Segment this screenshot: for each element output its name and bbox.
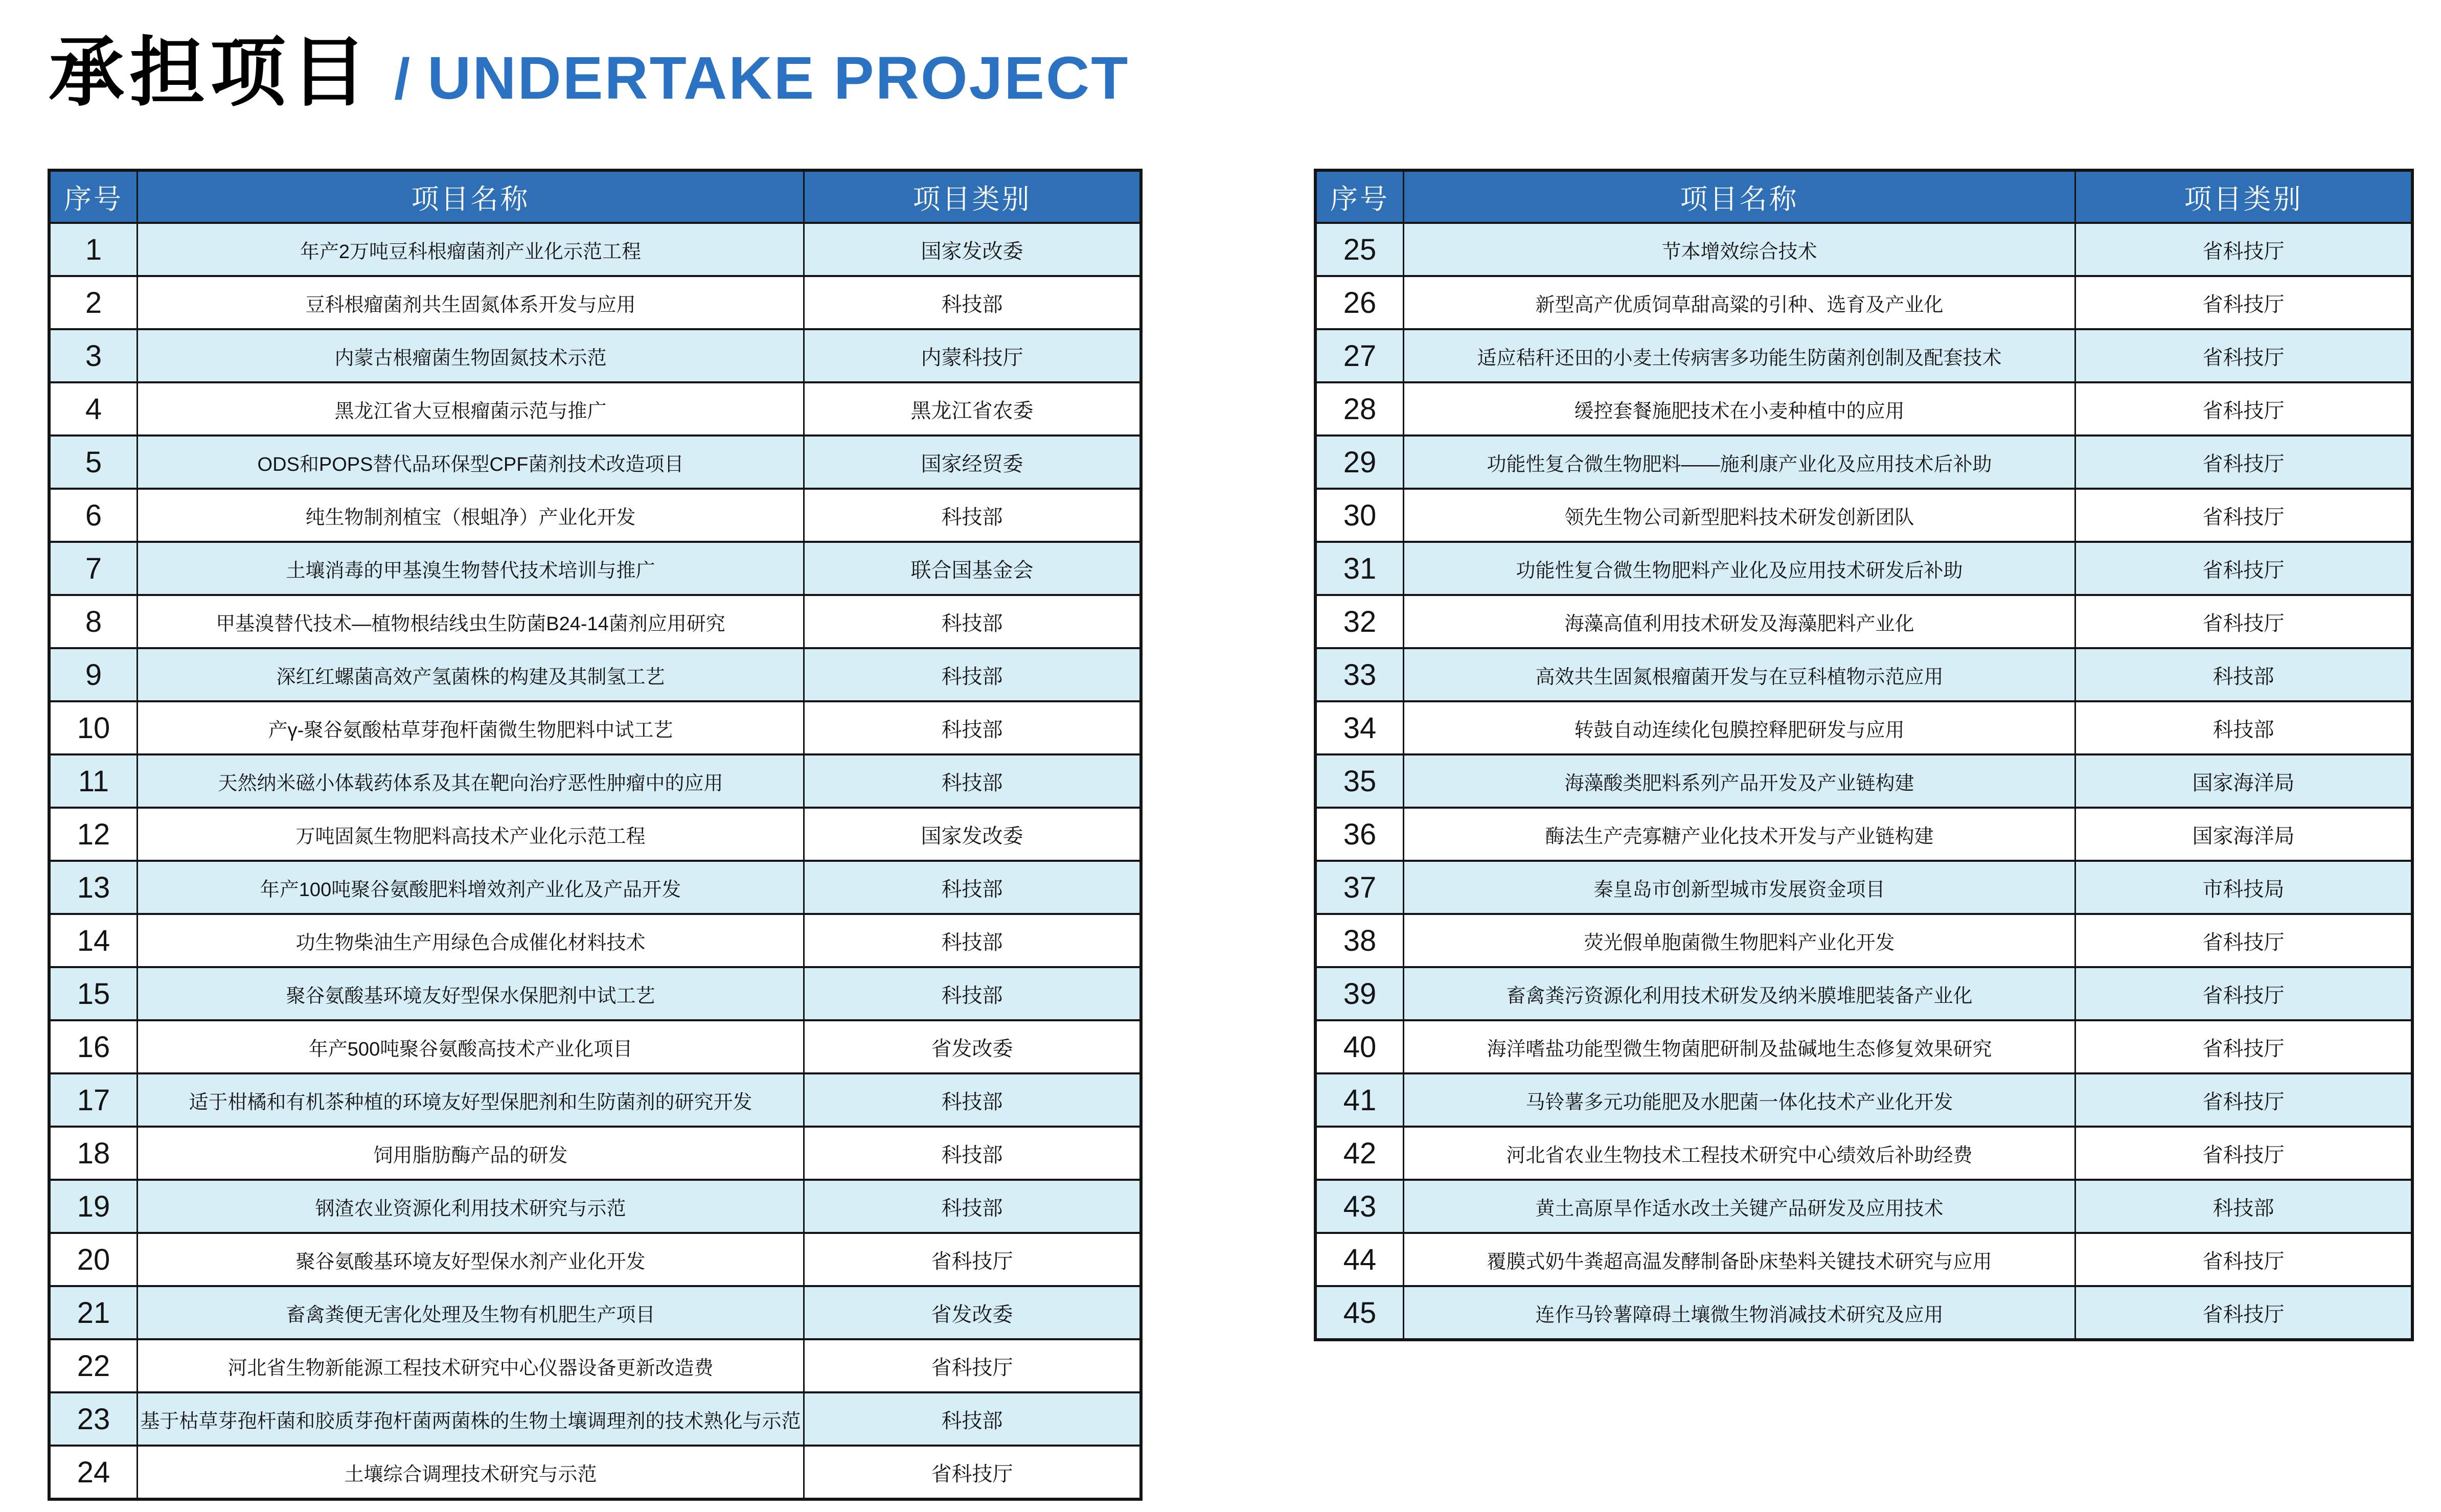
column-header: 项目名称 [136,172,803,222]
project-category-cell: 国家发改委 [803,809,1139,860]
project-category-cell: 科技部 [803,968,1139,1019]
project-category-cell: 省发改委 [803,1287,1139,1338]
row-number-cell: 33 [1343,658,1377,692]
table-row [51,913,1139,966]
project-category-cell: 科技部 [803,862,1139,913]
table-row [1317,860,2411,913]
project-name-cell: ODS和POPS替代品环保型CPF菌剂技术改造项目 [136,437,803,488]
project-category-cell: 省发改委 [803,1021,1139,1072]
project-name-cell: 新型高产优质饲草甜高粱的引种、选育及产业化 [1403,277,2074,328]
table-row [51,434,1139,488]
project-category-cell: 省科技厅 [803,1340,1139,1391]
table-body [1317,222,2411,1338]
table-row [51,1285,1139,1338]
project-name-cell: 产γ-聚谷氨酸枯草芽孢杆菌微生物肥料中试工艺 [136,702,803,753]
project-category-cell: 国家经贸委 [803,437,1139,488]
project-category-cell: 省科技厅 [2074,596,2411,647]
project-category-cell: 省科技厅 [2074,915,2411,966]
project-category-cell: 科技部 [803,596,1139,647]
row-number-cell: 8 [85,605,102,638]
table-header-row [1317,172,2411,222]
project-table-right [1314,169,2414,1341]
title-slash-separator: / [394,47,410,111]
project-name-cell: 基于枯草芽孢杆菌和胶质芽孢杆菌两菌株的生物土壤调理剂的技术熟化与示范 [136,1393,803,1445]
column-header: 序号 [64,184,123,215]
project-name-cell: 海藻高值利用技术研发及海藻肥料产业化 [1403,596,2074,647]
row-number-cell: 25 [1343,233,1377,266]
project-category-cell: 国家海洋局 [2074,809,2411,860]
project-name-cell: 黑龙江省大豆根瘤菌示范与推广 [136,383,803,434]
table-header-row [51,172,1139,222]
project-name-cell: 甲基溴替代技术—植物根结线虫生防菌B24-14菌剂应用研究 [136,596,803,647]
row-number-cell: 32 [1343,605,1377,638]
row-number-cell: 23 [77,1402,110,1436]
row-number-cell: 4 [85,392,102,426]
table-row [51,1338,1139,1391]
project-category-cell: 科技部 [803,915,1139,966]
project-category-cell: 科技部 [803,702,1139,753]
row-number-cell: 10 [77,711,110,745]
table-row [1317,328,2411,381]
project-category-cell: 科技部 [803,1393,1139,1445]
project-category-cell: 省科技厅 [2074,1074,2411,1126]
row-number-cell: 12 [77,817,110,851]
table-row [51,753,1139,807]
table-row [51,1445,1139,1498]
table-row [51,966,1139,1019]
project-name-cell: 豆科根瘤菌剂共生固氮体系开发与应用 [136,277,803,328]
project-name-cell: 年产500吨聚谷氨酸高技术产业化项目 [136,1021,803,1072]
table-row [51,1019,1139,1072]
project-name-cell: 高效共生固氮根瘤菌开发与在豆科植物示范应用 [1403,649,2074,700]
project-category-cell: 科技部 [2074,702,2411,753]
project-name-cell: 覆膜式奶牛粪超高温发酵制备卧床垫料关键技术研究与应用 [1403,1234,2074,1285]
column-header: 项目名称 [1403,172,2074,222]
table-row [1317,966,2411,1019]
column-header: 序号 [1330,184,1389,215]
table-row [51,1179,1139,1232]
project-name-cell: 海藻酸类肥料系列产品开发及产业链构建 [1403,755,2074,807]
project-category-cell: 内蒙科技厅 [803,330,1139,381]
row-number-cell: 9 [85,658,102,692]
table-row [51,647,1139,700]
table-row [1317,381,2411,434]
project-category-cell: 省科技厅 [2074,1128,2411,1179]
table-row [51,700,1139,753]
project-name-cell: 年产2万吨豆科根瘤菌剂产业化示范工程 [136,224,803,275]
table-row [51,541,1139,594]
project-category-cell: 省科技厅 [2074,1021,2411,1072]
table-body [51,222,1139,1498]
row-number-cell: 15 [77,977,110,1011]
project-category-cell: 市科技局 [2074,862,2411,913]
project-category-cell: 科技部 [803,1128,1139,1179]
project-category-cell: 科技部 [2074,649,2411,700]
table-row [1317,807,2411,860]
project-category-cell: 省科技厅 [2074,490,2411,541]
row-number-cell: 45 [1343,1296,1377,1330]
row-number-cell: 41 [1343,1083,1377,1117]
row-number-cell: 43 [1343,1189,1377,1223]
table-row [1317,434,2411,488]
project-name-cell: 钢渣农业资源化利用技术研究与示范 [136,1181,803,1232]
project-name-cell: 聚谷氨酸基环境友好型保水保肥剂中试工艺 [136,968,803,1019]
row-number-cell: 18 [77,1136,110,1170]
table-row [51,488,1139,541]
project-name-cell: 荧光假单胞菌微生物肥料产业化开发 [1403,915,2074,966]
project-name-cell: 河北省生物新能源工程技术研究中心仪器设备更新改造费 [136,1340,803,1391]
project-name-cell: 功能性复合微生物肥料——施利康产业化及应用技术后补助 [1403,437,2074,488]
project-name-cell: 河北省农业生物技术工程技术研究中心绩效后补助经费 [1403,1128,2074,1179]
row-number-cell: 3 [85,339,102,373]
row-number-cell: 6 [85,498,102,532]
row-number-cell: 37 [1343,870,1377,904]
project-category-cell: 省科技厅 [2074,1234,2411,1285]
column-header: 项目类别 [2074,172,2411,222]
project-name-cell: 土壤综合调理技术研究与示范 [136,1447,803,1498]
table-row [1317,594,2411,647]
table-row [51,222,1139,275]
table-row [1317,275,2411,328]
project-name-cell: 深红红螺菌高效产氢菌株的构建及其制氢工艺 [136,649,803,700]
project-name-cell: 缓控套餐施肥技术在小麦种植中的应用 [1403,383,2074,434]
row-number-cell: 11 [78,764,109,798]
row-number-cell: 36 [1343,817,1377,851]
table-row [51,381,1139,434]
project-category-cell: 联合国基金会 [803,543,1139,594]
table-row [51,1072,1139,1126]
table-row [1317,1179,2411,1232]
project-name-cell: 领先生物公司新型肥料技术研发创新团队 [1403,490,2074,541]
table-row [1317,488,2411,541]
page-title [49,32,1129,115]
project-name-cell: 海洋嗜盐功能型微生物菌肥研制及盐碱地生态修复效果研究 [1403,1021,2074,1072]
row-number-cell: 19 [77,1189,110,1223]
project-name-cell: 纯生物制剂植宝（根蛆净）产业化开发 [136,490,803,541]
project-category-cell: 科技部 [803,490,1139,541]
table-row [1317,1232,2411,1285]
project-name-cell: 酶法生产壳寡糖产业化技术开发与产业链构建 [1403,809,2074,860]
table-row [1317,913,2411,966]
table-row [1317,753,2411,807]
project-category-cell: 科技部 [803,277,1139,328]
project-name-cell: 功能性复合微生物肥料产业化及应用技术研发后补助 [1403,543,2074,594]
project-category-cell: 省科技厅 [2074,383,2411,434]
project-category-cell: 科技部 [2074,1181,2411,1232]
project-name-cell: 畜禽粪便无害化处理及生物有机肥生产项目 [136,1287,803,1338]
project-name-cell: 天然纳米磁小体载药体系及其在靶向治疗恶性肿瘤中的应用 [136,755,803,807]
project-category-cell: 黑龙江省农委 [803,383,1139,434]
row-number-cell: 17 [77,1083,110,1117]
project-category-cell: 省科技厅 [803,1447,1139,1498]
project-name-cell: 土壤消毒的甲基溴生物替代技术培训与推广 [136,543,803,594]
table-row [1317,1285,2411,1338]
project-name-cell: 秦皇岛市创新型城市发展资金项目 [1403,862,2074,913]
table-row [51,860,1139,913]
project-category-cell: 省科技厅 [2074,968,2411,1019]
project-name-cell: 畜禽粪污资源化利用技术研发及纳米膜堆肥装备产业化 [1403,968,2074,1019]
project-name-cell: 年产100吨聚谷氨酸肥料增效剂产业化及产品开发 [136,862,803,913]
page-title-english: UNDERTAKE PROJECT [427,44,1130,112]
table-row [1317,541,2411,594]
project-category-cell: 省科技厅 [2074,437,2411,488]
row-number-cell: 16 [77,1030,110,1064]
project-category-cell: 省科技厅 [2074,224,2411,275]
table-row [51,594,1139,647]
row-number-cell: 28 [1343,392,1377,426]
table-row [51,275,1139,328]
row-number-cell: 42 [1343,1136,1377,1170]
project-category-cell: 省科技厅 [2074,1287,2411,1338]
row-number-cell: 29 [1343,445,1377,479]
row-number-cell: 7 [85,552,102,585]
row-number-cell: 14 [77,924,110,957]
project-name-cell: 聚谷氨酸基环境友好型保水剂产业化开发 [136,1234,803,1285]
project-category-cell: 科技部 [803,649,1139,700]
row-number-cell: 31 [1343,552,1377,585]
project-category-cell: 国家海洋局 [2074,755,2411,807]
project-name-cell: 黄土高原旱作适水改土关键产品研发及应用技术 [1403,1181,2074,1232]
project-name-cell: 饲用脂肪酶产品的研发 [136,1128,803,1179]
row-number-cell: 30 [1343,498,1377,532]
project-name-cell: 适应秸秆还田的小麦土传病害多功能生防菌剂创制及配套技术 [1403,330,2074,381]
row-number-cell: 13 [77,870,110,904]
page-title-chinese: 承担项目 [49,31,372,115]
table-row [51,328,1139,381]
row-number-cell: 34 [1343,711,1377,745]
row-number-cell: 24 [77,1455,110,1489]
row-number-cell: 20 [77,1243,110,1276]
row-number-cell: 2 [85,286,102,319]
table-row [51,1232,1139,1285]
project-name-cell: 马铃薯多元功能肥及水肥菌一体化技术产业化开发 [1403,1074,2074,1126]
project-category-cell: 省科技厅 [803,1234,1139,1285]
row-number-cell: 38 [1343,924,1377,957]
project-table-left [48,169,1143,1501]
project-category-cell: 省科技厅 [2074,330,2411,381]
project-category-cell: 科技部 [803,1181,1139,1232]
row-number-cell: 44 [1343,1243,1377,1276]
project-name-cell: 适于柑橘和有机茶种植的环境友好型保肥剂和生防菌剂的研究开发 [136,1074,803,1126]
table-row [1317,700,2411,753]
row-number-cell: 5 [85,445,102,479]
project-category-cell: 国家发改委 [803,224,1139,275]
project-name-cell: 节本增效综合技术 [1403,224,2074,275]
row-number-cell: 1 [85,233,102,266]
project-category-cell: 省科技厅 [2074,543,2411,594]
project-category-cell: 科技部 [803,1074,1139,1126]
table-row [51,1391,1139,1445]
column-header: 项目类别 [803,172,1139,222]
row-number-cell: 22 [77,1349,110,1383]
project-name-cell: 内蒙古根瘤菌生物固氮技术示范 [136,330,803,381]
row-number-cell: 35 [1343,764,1377,798]
project-name-cell: 功生物柴油生产用绿色合成催化材料技术 [136,915,803,966]
table-row [1317,222,2411,275]
row-number-cell: 27 [1343,339,1377,373]
table-row [1317,1072,2411,1126]
project-category-cell: 省科技厅 [2074,277,2411,328]
table-row [1317,647,2411,700]
table-row [1317,1126,2411,1179]
row-number-cell: 26 [1343,286,1377,319]
table-row [51,1126,1139,1179]
table-row [1317,1019,2411,1072]
row-number-cell: 21 [77,1296,110,1330]
project-category-cell: 科技部 [803,755,1139,807]
row-number-cell: 40 [1343,1030,1377,1064]
table-row [51,807,1139,860]
project-name-cell: 连作马铃薯障碍土壤微生物消减技术研究及应用 [1403,1287,2074,1338]
project-name-cell: 转鼓自动连续化包膜控释肥研发与应用 [1403,702,2074,753]
row-number-cell: 39 [1343,977,1377,1011]
project-name-cell: 万吨固氮生物肥料高技术产业化示范工程 [136,809,803,860]
